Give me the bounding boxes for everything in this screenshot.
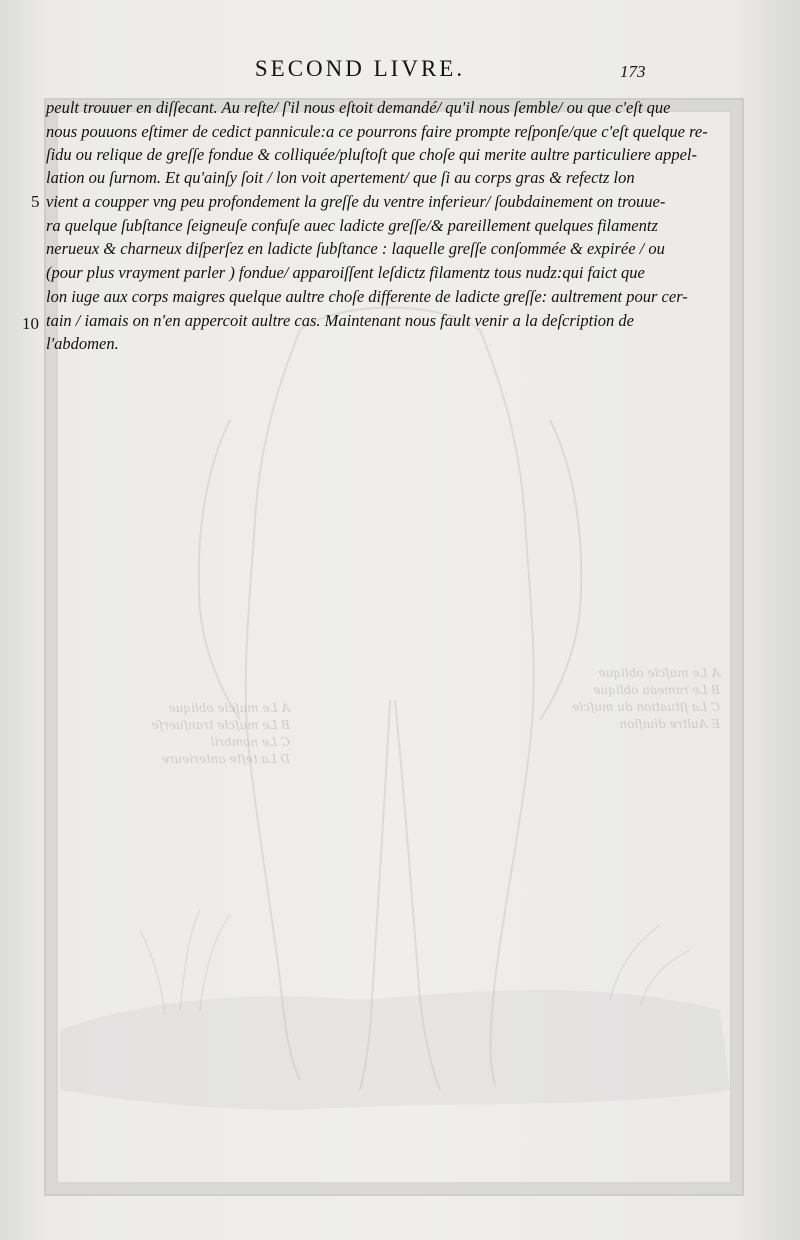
text-line: vient a coupper vng peu profondement la greſſe du ventre inferieur/ ſoubdainement on trouue- (46, 192, 666, 211)
text-line: nerueux & charneux diſperſez en ladicte ſubſtance : laquelle greſſe conſommée & expirée / ou (46, 239, 665, 258)
body-text (46, 88, 708, 358)
text-line: nous pouuons eſtimer de cedict pannicule:a ce pourrons faire prompte reſponſe/que c'eſt quelque re- (46, 122, 708, 141)
text-line: ſidu ou relique de greſſe fondue & colliquée/pluſtoſt que choſe qui merite aultre particuliere appel- (46, 145, 697, 164)
page-number: 173 (620, 62, 646, 81)
text-line: l'abdomen. (46, 334, 119, 353)
text-line: lation ou ſurnom. Et qu'ainſy ſoit / lon voit apertement/ que ſi au corps gras & refectz lon (46, 168, 635, 187)
text-line: tain / iamais on n'en appercoit aultre cas. Maintenant nous fault venir a la deſcription de (46, 311, 634, 330)
text-line: ra quelque ſubſtance ſeigneuſe confuſe auec ladicte greſſe/& pareillement quelques filamentz (46, 216, 658, 235)
show-through-legend-right: A Le muſcle oblique B Le rameau oblique C La ſituation du muſcle E Aultre diuiſion (572, 666, 720, 731)
text-line: lon iuge aux corps maigres quelque aultre choſe differente de ladicte greſſe: aultrement pour cer- (46, 287, 688, 306)
line-number-5: 5 (31, 192, 40, 211)
line-number-10: 10 (22, 314, 39, 333)
text-line: (pour plus vrayment parler ) fondue/ apparoiſſent leſdictz filamentz tous nudz:qui faict que (46, 263, 645, 282)
show-through-legend-left: A Le muſcle oblique B Le muſcle tranſuerſe C Le nombril D La teſte anterieure (151, 701, 290, 766)
running-head: SECOND LIVRE. (254, 56, 466, 81)
text-line: peult trouuer en diſſecant. Au reſte/ ſ'il nous eſtoit demandé/ qu'il nous ſemble/ ou que c'eſt que (46, 98, 671, 117)
